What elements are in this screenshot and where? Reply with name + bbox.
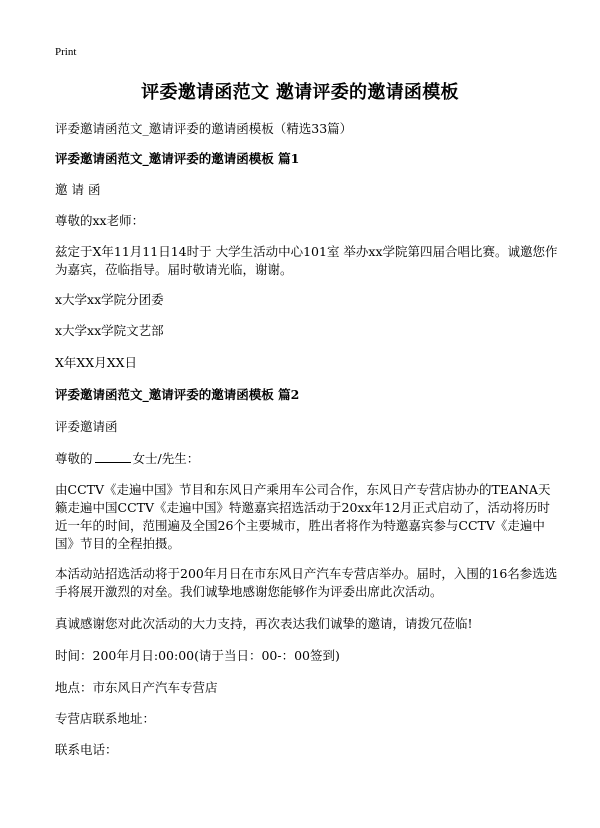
document-subtitle: 评委邀请函范文_邀请评委的邀请函模板（精选33篇） [55, 121, 353, 136]
store-address: 专营店联系地址： [55, 711, 156, 726]
invitation-body-1: 兹定于X年11月11日14时于 大学生活动中心101室 举办xx学院第四届合唱比赛。诚邀您作为嘉宾，莅临指导。届时敬请光临，谢谢。 [55, 244, 558, 277]
contact-phone: 联系电话： [55, 742, 118, 757]
invitation-label: 邀 请 函 [55, 182, 101, 197]
greeting-prefix: 尊敬的 [55, 451, 93, 466]
issue-date: X年XX月XX日 [55, 355, 137, 370]
invitation-label-2: 评委邀请函 [55, 419, 118, 434]
event-time: 时间：200年月日:00:00(请于当日：00-：00签到) [55, 648, 340, 663]
invitation-body-3: 本活动站招选活动将于200年月日在市东风日产汽车专营店举办。届时，入围的16名参选选手将展开激烈的对垒。我们诚挚地感谢您能够作为评委出席此次活动。 [55, 566, 558, 599]
page-title: 评委邀请函范文 邀请评委的邀请函模板 [141, 82, 459, 103]
organizer-1: x大学xx学院分团委 [55, 292, 164, 307]
greeting-2 [55, 450, 558, 468]
section-heading-2: 评委邀请函范文_邀请评委的邀请函模板 篇2 [55, 387, 300, 402]
thanks-paragraph: 真诚感谢您对此次活动的大力支持，再次表达我们诚挚的邀请，请拨冗莅临! [55, 616, 473, 631]
organizer-2: x大学xx学院文艺部 [55, 323, 164, 338]
greeting-suffix: 女士/先生： [132, 451, 200, 466]
greeting-1: 尊敬的xx老师： [55, 213, 145, 228]
section-heading-1: 评委邀请函范文_邀请评委的邀请函模板 篇1 [55, 151, 300, 166]
event-place: 地点：市东风日产汽车专营店 [55, 680, 218, 695]
name-blank [95, 450, 131, 463]
print-label[interactable]: Print [55, 46, 77, 58]
invitation-body-2: 由CCTV《走遍中国》节目和东风日产乘用车公司合作，东风日产专营店协办的TEANA天籁走遍中国CCTV《走遍中国》特邀嘉宾招选活动于20xx年12月正式启动了，活动将历时近一年的时间，范围遍及全国26个主要城市，胜出者将作为特邀嘉宾参与CCTV《走遍中国》节目的全程拍摄。 [55, 482, 551, 551]
